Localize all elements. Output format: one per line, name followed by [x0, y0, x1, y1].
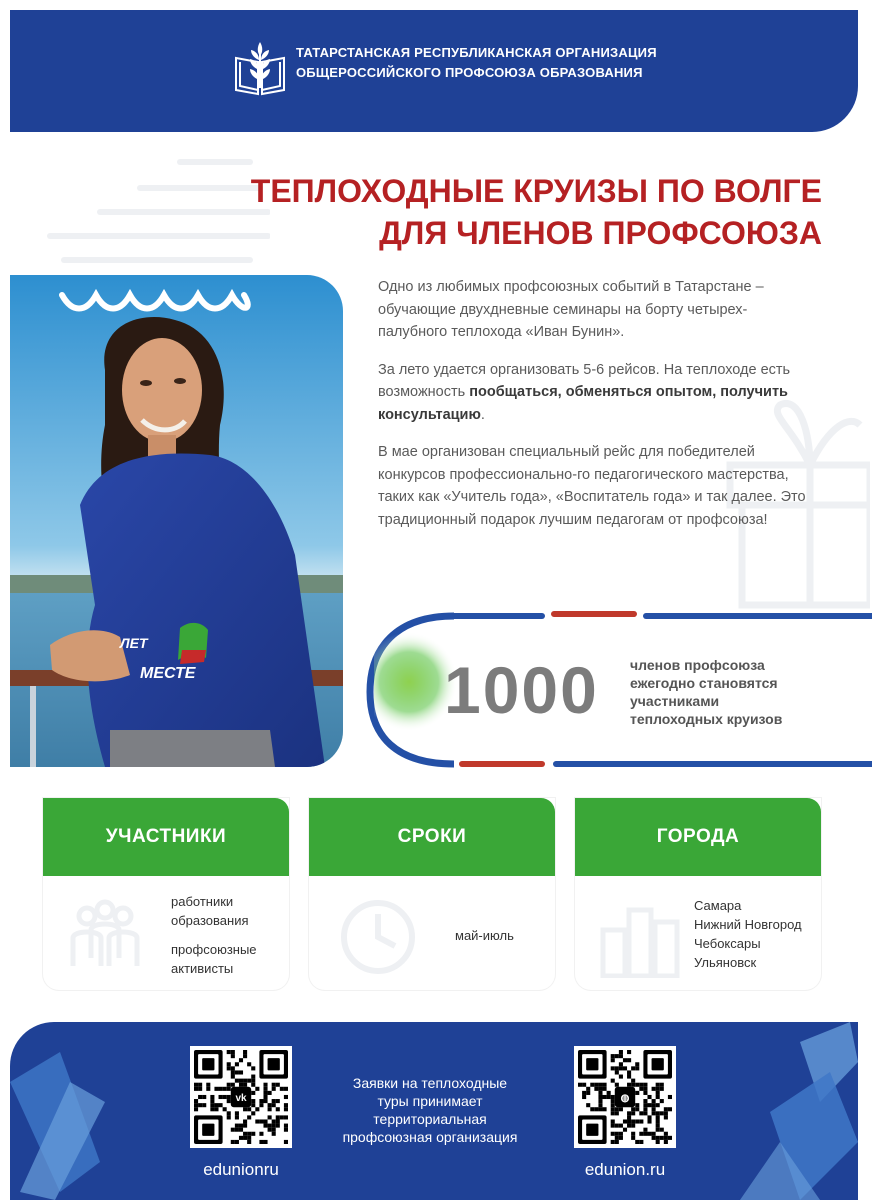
participants-item-2-line-1: профсоюзные	[171, 942, 257, 957]
book-wheat-logo-icon	[232, 38, 288, 96]
statistic-caption	[630, 656, 840, 728]
participants-list	[171, 892, 257, 978]
city-item: Чебоксары	[694, 936, 761, 951]
caption-line-2: ежегодно становятся	[630, 675, 778, 691]
blanket-text-bottom: МЕСТЕ	[140, 665, 196, 682]
ship-watermark-icon	[40, 150, 270, 270]
page-title	[251, 170, 822, 254]
organization-line-1: ТАТАРСТАНСКАЯ РЕСПУБЛИКАНСКАЯ ОРГАНИЗАЦИЯ	[296, 45, 657, 60]
globe-icon	[615, 1087, 635, 1107]
participants-item-1-line-1: работники	[171, 894, 234, 909]
ribbon-decoration-left	[10, 1042, 110, 1200]
blanket-text-top: ЛЕТ	[120, 635, 148, 651]
cruise-photo	[10, 275, 343, 767]
clock-icon	[335, 894, 421, 980]
caption-line-3: участниками	[630, 693, 720, 709]
statistic-block	[366, 608, 872, 774]
paragraph-3: В мае организован специальный рейс для победителей конкурсов профессионально-го педагогического мастерства, таких как «Учитель года», «Воспитатель года» и так далее. Это традиционный подарок лучшим педагогам от профсоюза!	[378, 444, 806, 528]
organization-name	[296, 43, 657, 83]
vk-icon	[231, 1087, 251, 1107]
card-participants	[43, 798, 289, 990]
dates-value: май-июль	[455, 928, 514, 943]
paragraph-2-highlight: пообщаться, обменяться опытом, получить консультацию	[378, 384, 788, 423]
title-line-1: ТЕПЛОХОДНЫЕ КРУИЗЫ ПО ВОЛГЕ	[250, 173, 822, 209]
participants-item-2-line-2: активисты	[171, 961, 234, 976]
paragraph-1: Одно из любимых профсоюзных событий в Татарстане – обучающие двухдневные семинары на борту четырех-палубного теплохода «Иван Бунин».	[378, 279, 764, 340]
vk-handle-link[interactable]: edunionru	[203, 1160, 279, 1179]
paragraph-2-start: За лето удается организовать 5-6 рейсов. На теплоходе есть возможность	[378, 361, 791, 400]
website-link[interactable]: edunion.ru	[584, 1160, 666, 1179]
paragraph-2	[378, 359, 808, 427]
card-dates-title: СРОКИ	[309, 798, 555, 876]
message-line-4: профсоюзная организация	[342, 1129, 518, 1145]
message-line-1: Заявки на теплоходные	[352, 1075, 508, 1091]
participants-item-1-line-2: образования	[171, 913, 249, 928]
qr-code-website[interactable]	[574, 1046, 676, 1148]
title-line-2: ДЛЯ ЧЛЕНОВ ПРОФСОЮЗА	[379, 215, 822, 251]
city-item: Нижний Новгород	[694, 917, 802, 932]
footer-banner	[10, 1022, 858, 1200]
cities-list	[694, 896, 802, 972]
caption-line-1: членов профсоюза	[630, 657, 765, 673]
message-line-2: туры принимает	[377, 1093, 483, 1109]
buildings-icon	[597, 902, 683, 978]
paragraph-2-end: .	[480, 406, 485, 423]
statistic-number: 1000	[444, 653, 599, 727]
application-message	[330, 1074, 530, 1146]
people-icon	[65, 896, 145, 976]
message-line-3: территориальная	[373, 1111, 487, 1127]
card-participants-title: УЧАСТНИКИ	[43, 798, 289, 876]
qr-code-vk[interactable]	[190, 1046, 292, 1148]
card-cities-title: ГОРОДА	[575, 798, 821, 876]
header-banner	[10, 10, 858, 132]
caption-line-4: теплоходных круизов	[630, 711, 783, 727]
card-dates	[309, 798, 555, 990]
organization-line-2: ОБЩЕРОССИЙСКОГО ПРОФСОЮЗА ОБРАЗОВАНИЯ	[296, 65, 643, 80]
city-item: Ульяновск	[694, 955, 757, 970]
card-cities	[575, 798, 821, 990]
ribbon-decoration-right	[740, 1022, 858, 1200]
svg-text:◍: ◍	[620, 1093, 630, 1104]
city-item: Самара	[694, 898, 742, 913]
svg-text:vk: vk	[235, 1093, 247, 1104]
body-text	[378, 276, 808, 546]
